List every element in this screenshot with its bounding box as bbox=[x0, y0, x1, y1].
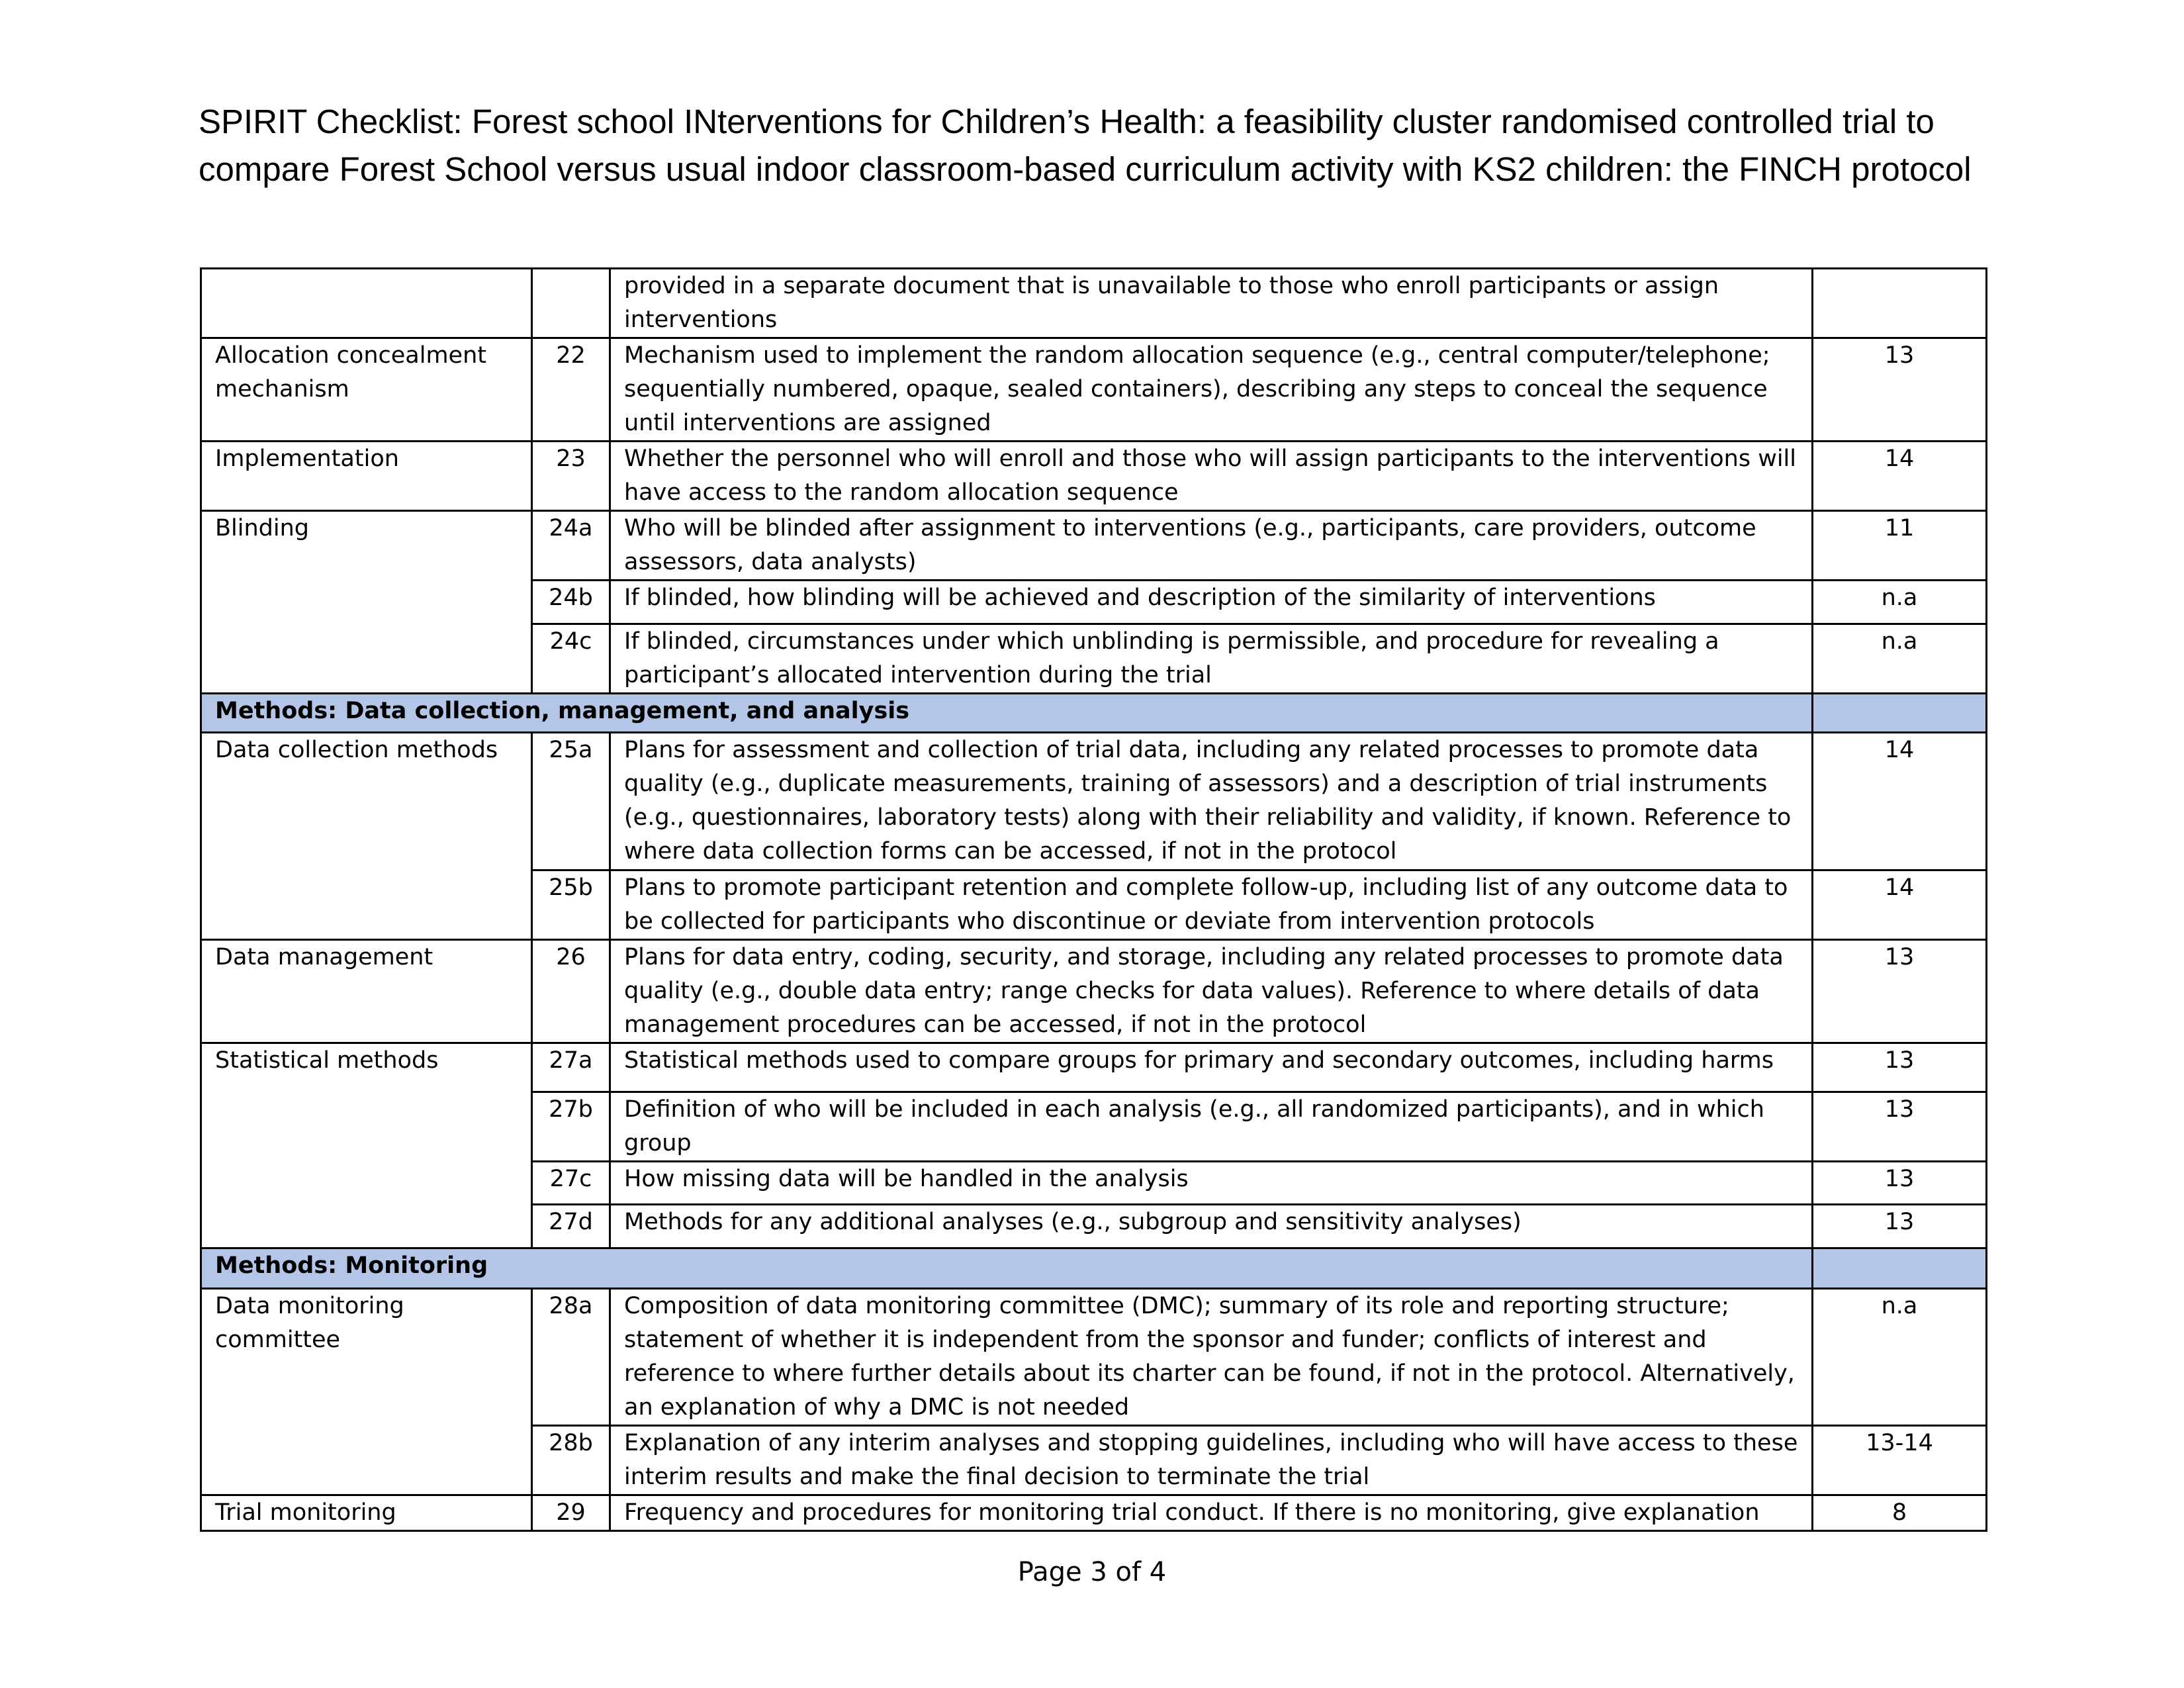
topic-cell: Blinding bbox=[201, 511, 532, 694]
section-header-row bbox=[201, 694, 1987, 733]
item-description: Plans for data entry, coding, security, and storage, including any related processes to promote data quality (e.g., double data entry; range checks for data values). Reference to where details of data management procedures can be accessed, if not in the protocol bbox=[610, 940, 1813, 1043]
table-row bbox=[201, 269, 1987, 338]
item-description: provided in a separate document that is unavailable to those who enroll participants or assign interventions bbox=[610, 269, 1813, 338]
page-ref bbox=[1813, 269, 1987, 338]
item-description: Composition of data monitoring committee (DMC); summary of its role and reporting structure; statement of whether it is independent from the sponsor and funder; conflicts of interest and reference to where further details about its charter can be found, if not in the protocol. Alternatively, an explanation of why a DMC is not needed bbox=[610, 1289, 1813, 1426]
item-number: 26 bbox=[532, 940, 610, 1043]
item-description: Frequency and procedures for monitoring trial conduct. If there is no monitoring, give explanation bbox=[610, 1495, 1813, 1531]
item-number: 25b bbox=[532, 870, 610, 940]
item-number: 29 bbox=[532, 1495, 610, 1531]
topic-cell bbox=[201, 269, 532, 338]
item-description: Who will be blinded after assignment to interventions (e.g., participants, care providers, outcome assessors, data analysts) bbox=[610, 511, 1813, 581]
page-ref: 13 bbox=[1813, 1043, 1987, 1092]
item-description: Plans for assessment and collection of trial data, including any related processes to promote data quality (e.g., duplicate measurements, training of assessors) and a description of trial instruments (e.g., questionnaires, laboratory tests) along with their reliability and validity, if known. Reference to where data collection forms can be accessed, if not in the protocol bbox=[610, 733, 1813, 870]
page-ref: 14 bbox=[1813, 442, 1987, 511]
topic-cell: Data monitoring committee bbox=[201, 1289, 532, 1495]
item-description: If blinded, how blinding will be achieved and description of the similarity of interventions bbox=[610, 581, 1813, 624]
item-number: 23 bbox=[532, 442, 610, 511]
page-ref: n.a bbox=[1813, 581, 1987, 624]
item-description: Statistical methods used to compare groups for primary and secondary outcomes, including harms bbox=[610, 1043, 1813, 1092]
topic-cell: Statistical methods bbox=[201, 1043, 532, 1248]
item-description: If blinded, circumstances under which unblinding is permissible, and procedure for revealing a participant’s allocated intervention during the trial bbox=[610, 624, 1813, 694]
page-ref: 13 bbox=[1813, 338, 1987, 442]
topic-cell: Data management bbox=[201, 940, 532, 1043]
page-ref: n.a bbox=[1813, 624, 1987, 694]
item-number: 28b bbox=[532, 1426, 610, 1495]
page-ref: 14 bbox=[1813, 733, 1987, 870]
item-number: 28a bbox=[532, 1289, 610, 1426]
item-description: Explanation of any interim analyses and stopping guidelines, including who will have access to these interim results and make the final decision to terminate the trial bbox=[610, 1426, 1813, 1495]
item-description: Whether the personnel who will enroll and those who will assign participants to the interventions will have access to the random allocation sequence bbox=[610, 442, 1813, 511]
table-row bbox=[201, 940, 1987, 1043]
item-number: 24a bbox=[532, 511, 610, 581]
table-row bbox=[201, 1495, 1987, 1531]
item-number: 27a bbox=[532, 1043, 610, 1092]
item-number: 27d bbox=[532, 1205, 610, 1248]
table-row bbox=[201, 1043, 1987, 1092]
page-ref: 13-14 bbox=[1813, 1426, 1987, 1495]
table-row bbox=[201, 1289, 1987, 1426]
item-description: Mechanism used to implement the random allocation sequence (e.g., central computer/telephone; sequentially numbered, opaque, sealed containers), describing any steps to conceal the sequence until interventions are assigned bbox=[610, 338, 1813, 442]
item-description: Methods for any additional analyses (e.g., subgroup and sensitivity analyses) bbox=[610, 1205, 1813, 1248]
table-row bbox=[201, 442, 1987, 511]
spirit-checklist-table bbox=[200, 267, 1987, 1532]
document-title: SPIRIT Checklist: Forest school INterventions for Children’s Health: a feasibility cluster randomised controlled trial to compare Forest School versus usual indoor classroom-based curriculum activity with KS2 children: the FINCH protocol bbox=[199, 103, 1972, 188]
page-ref: n.a bbox=[1813, 1289, 1987, 1426]
page-ref: 13 bbox=[1813, 1162, 1987, 1205]
item-number: 24b bbox=[532, 581, 610, 624]
item-number bbox=[532, 269, 610, 338]
page-ref: 14 bbox=[1813, 870, 1987, 940]
page-ref: 13 bbox=[1813, 1205, 1987, 1248]
topic-cell: Allocation concealment mechanism bbox=[201, 338, 532, 442]
item-number: 24c bbox=[532, 624, 610, 694]
item-description: Plans to promote participant retention and complete follow-up, including list of any outcome data to be collected for participants who discontinue or deviate from intervention protocols bbox=[610, 870, 1813, 940]
page-ref: 11 bbox=[1813, 511, 1987, 581]
item-description: Definition of who will be included in each analysis (e.g., all randomized participants), and in which group bbox=[610, 1092, 1813, 1162]
item-number: 27c bbox=[532, 1162, 610, 1205]
section-page-cell bbox=[1813, 1248, 1987, 1289]
table-row bbox=[201, 511, 1987, 581]
topic-cell: Implementation bbox=[201, 442, 532, 511]
section-header-row bbox=[201, 1248, 1987, 1289]
section-page-cell bbox=[1813, 694, 1987, 733]
page-ref: 13 bbox=[1813, 940, 1987, 1043]
item-number: 27b bbox=[532, 1092, 610, 1162]
topic-cell: Data collection methods bbox=[201, 733, 532, 940]
item-number: 25a bbox=[532, 733, 610, 870]
page-ref: 13 bbox=[1813, 1092, 1987, 1162]
topic-cell: Trial monitoring bbox=[201, 1495, 532, 1531]
page-ref: 8 bbox=[1813, 1495, 1987, 1531]
table-row bbox=[201, 733, 1987, 870]
section-title: Methods: Data collection, management, and analysis bbox=[201, 694, 1813, 733]
page-number-footer: Page 3 of 4 bbox=[1017, 1557, 1167, 1587]
item-description: How missing data will be handled in the analysis bbox=[610, 1162, 1813, 1205]
item-number: 22 bbox=[532, 338, 610, 442]
section-title: Methods: Monitoring bbox=[201, 1248, 1813, 1289]
table-row bbox=[201, 338, 1987, 442]
